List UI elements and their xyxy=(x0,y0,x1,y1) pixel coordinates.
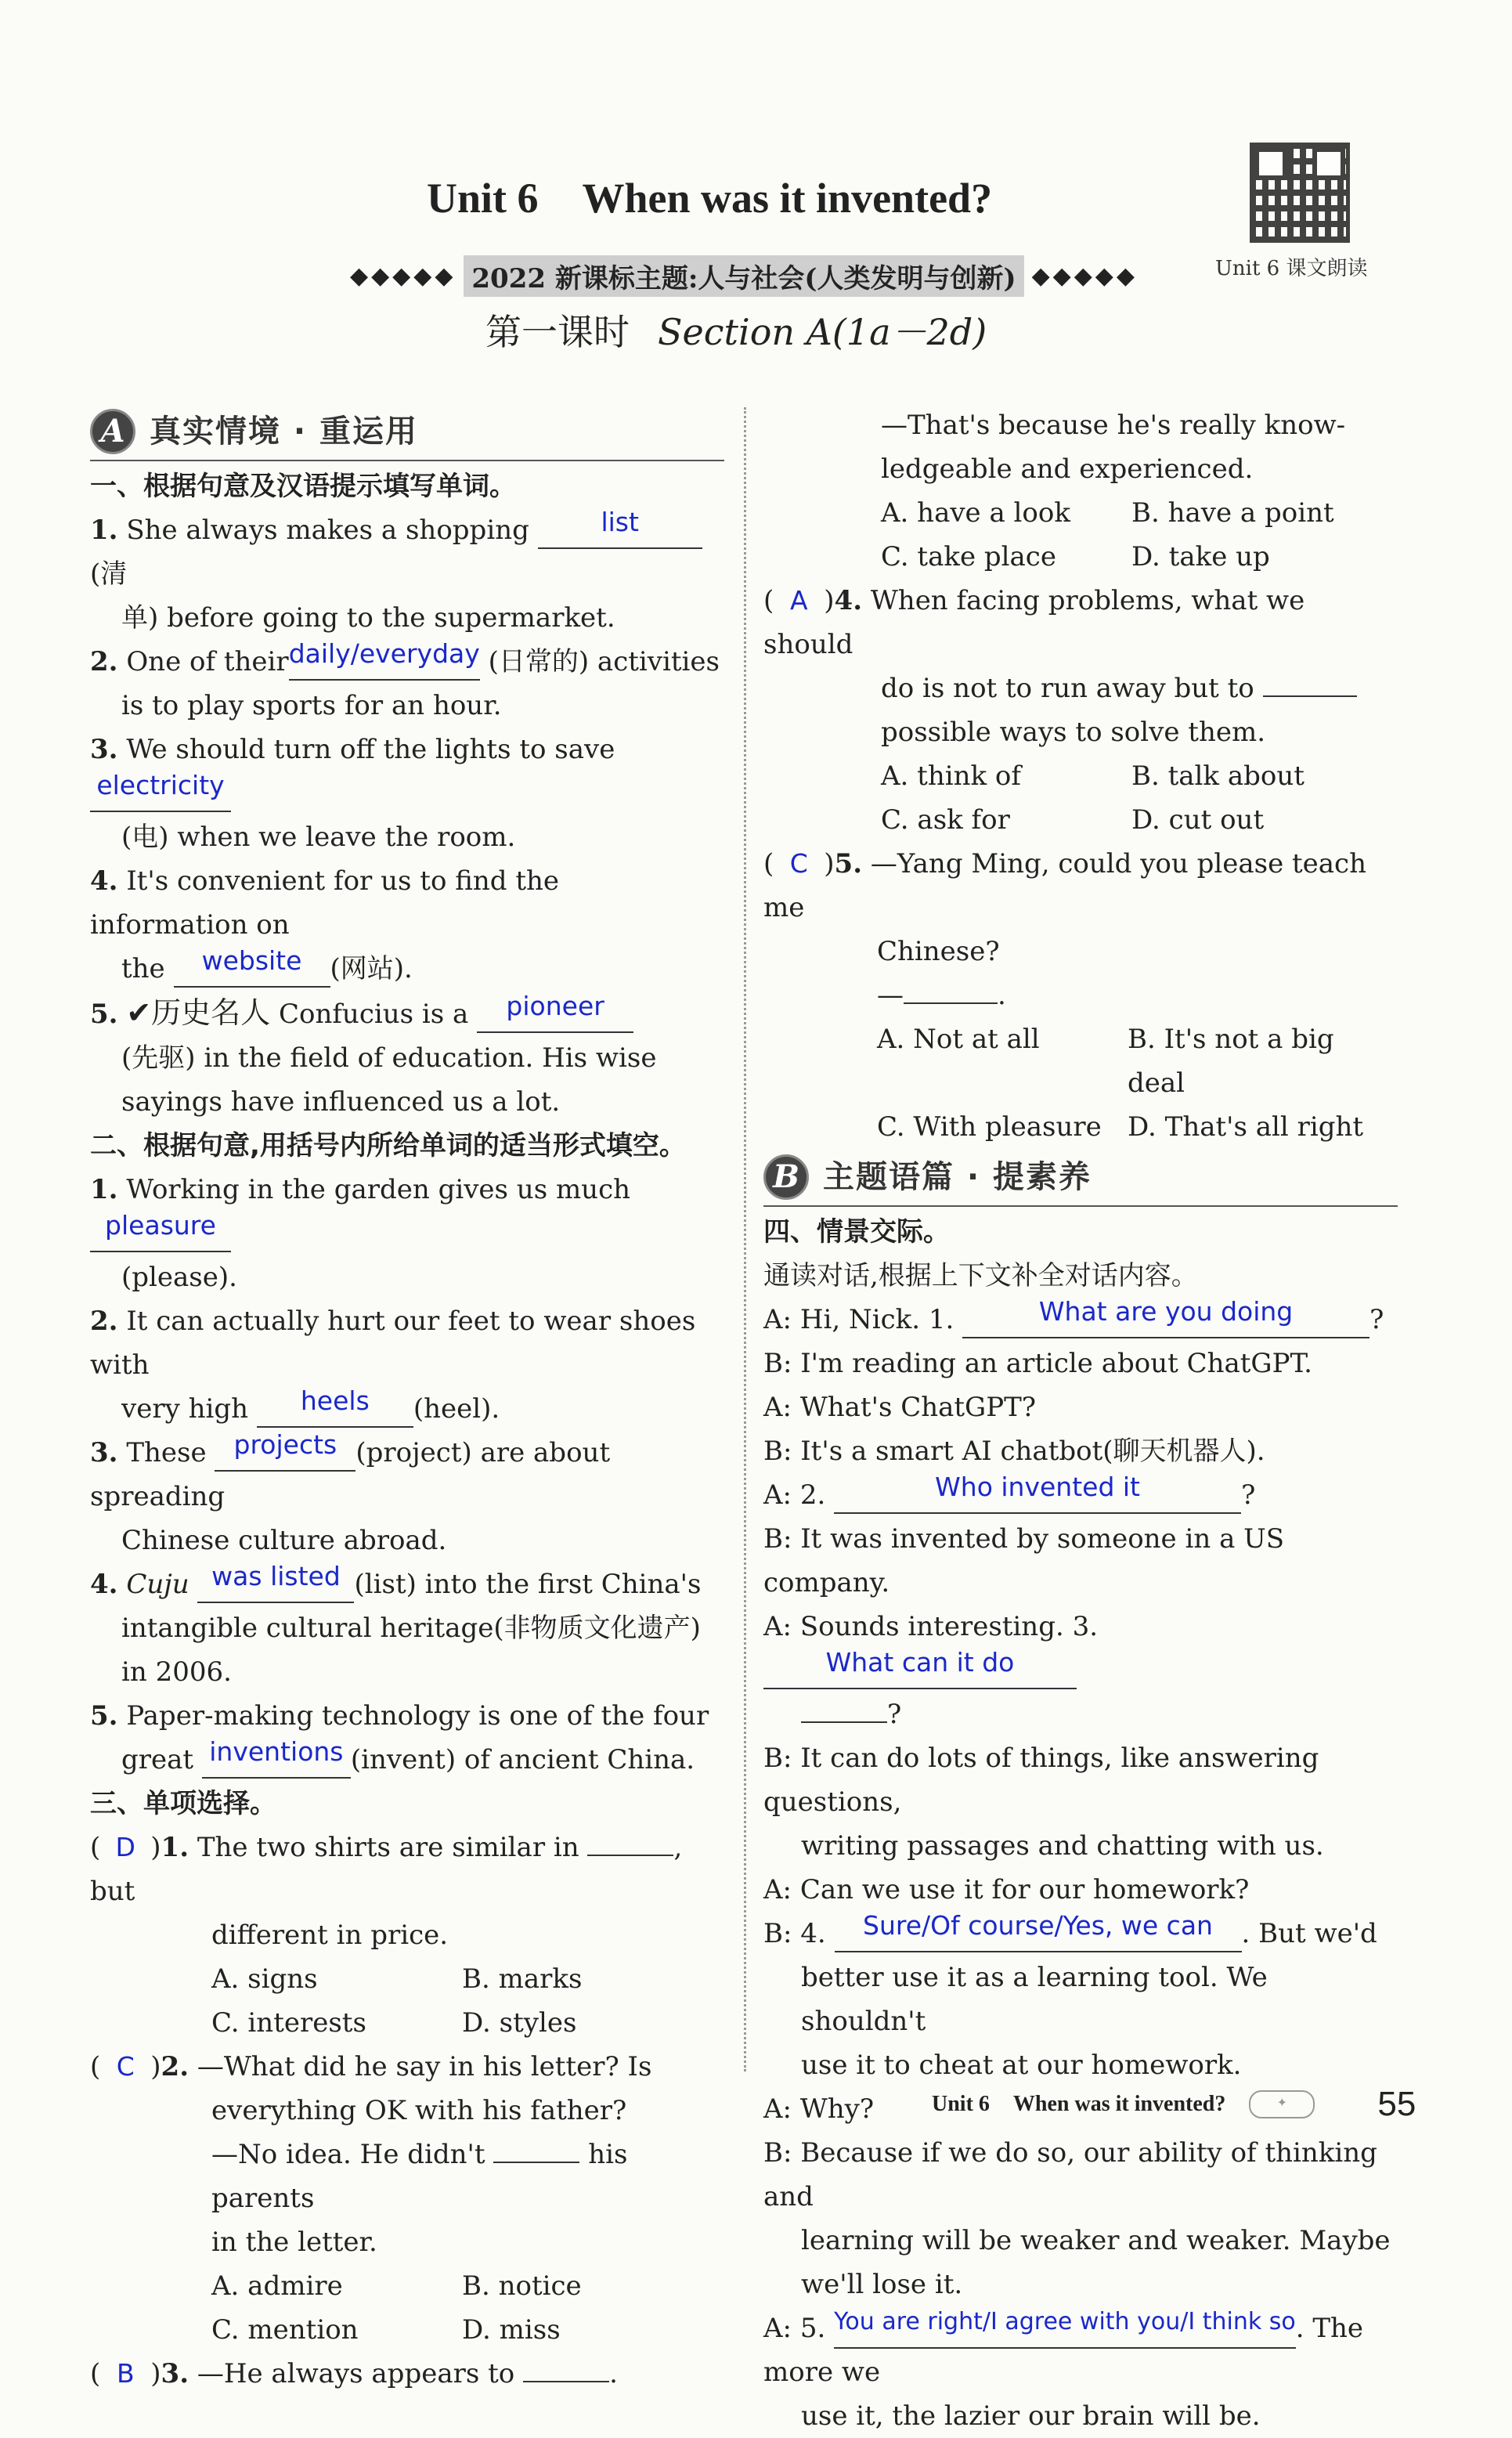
lesson-title xyxy=(485,304,987,356)
p1-item-5 xyxy=(90,991,724,1036)
publisher-logo-icon: ✦ xyxy=(1249,2090,1315,2118)
option-d[interactable]: D. That's all right xyxy=(1128,1111,1364,1143)
item-line: 单) before going to the supermarket. xyxy=(121,602,615,634)
answer-text: was listed xyxy=(211,1561,341,1591)
section-b-header xyxy=(763,1149,1398,1207)
answer-blank[interactable] xyxy=(257,1385,413,1428)
answer-text: What are you doing xyxy=(1038,1296,1294,1327)
dialogue-line-10 xyxy=(763,1912,1398,1956)
qr-label: Unit 6 课文朗读 xyxy=(1215,257,1368,280)
item-line: in the letter. xyxy=(211,2227,377,2258)
item-line: ledgeable and experienced. xyxy=(881,453,1254,485)
option-b[interactable]: B. notice xyxy=(462,2270,582,2302)
p1-item-1 xyxy=(90,508,724,596)
item-line: is to play sports for an hour. xyxy=(121,690,502,721)
dialogue-line-8: B: It can do lots of things, like answering questions, xyxy=(763,1743,1319,1818)
unit-question: When was it invented? xyxy=(582,175,993,222)
dialogue-line-1 xyxy=(763,1298,1398,1342)
item-text: —No idea. He didn't xyxy=(211,2139,485,2170)
p1-item-4 xyxy=(90,859,724,947)
item-line: intangible cultural heritage(非物质文化遗产) xyxy=(121,1613,701,1644)
item-line: (电) when we leave the room. xyxy=(121,822,516,853)
page-number: 55 xyxy=(1377,2085,1416,2123)
section-b-badge: B xyxy=(763,1154,809,1200)
item-text: do is not to run away but to xyxy=(881,673,1254,704)
blank-line[interactable] xyxy=(523,2357,609,2382)
item-text: , but xyxy=(90,1832,683,1907)
item-number: 5. xyxy=(90,999,118,1030)
item-text: . xyxy=(609,2358,618,2389)
section-b-title: 主题语篇 · 提素养 xyxy=(823,1159,1092,1195)
theme-text: 2022 新课标主题:人与社会(人类发明与创新) xyxy=(464,255,1023,297)
item-text: These xyxy=(126,1437,207,1468)
option-d[interactable]: D. cut out xyxy=(1131,804,1265,836)
mc-answer-box[interactable] xyxy=(100,2352,150,2396)
mc-question-1: ( D )1. The two shirts are similar in , but xyxy=(90,1826,724,1913)
dialogue-line-12b: learning will be weaker and weaker. Maybe xyxy=(801,2225,1391,2256)
mc-options xyxy=(763,1017,1398,1105)
dialogue-line-13 xyxy=(763,2306,1398,2394)
mc-options xyxy=(90,2264,724,2308)
answer-text: You are right/I agree with you/I think so xyxy=(834,2308,1296,2335)
item-line xyxy=(90,1387,724,1431)
p2-item-4 xyxy=(90,1562,724,1606)
mc-options xyxy=(90,1957,724,2001)
item-text: (日常的) activities xyxy=(488,646,720,677)
mc-options xyxy=(763,798,1398,842)
item-text: Paper-making technology is one of the four xyxy=(126,1700,709,1732)
item-text: great xyxy=(121,1744,194,1775)
right-column xyxy=(763,403,1398,2438)
item-text: It can actually hurt our feet to wear shoes with xyxy=(90,1306,696,1381)
option-b[interactable]: B. It's not a big deal xyxy=(1128,1024,1334,1099)
qr-code-icon[interactable] xyxy=(1250,143,1350,243)
dialogue-line-9: A: Can we use it for our homework? xyxy=(763,1874,1250,1905)
part4-instruction: 通读对话,根据上下文补全对话内容。 xyxy=(763,1260,1198,1291)
option-a[interactable]: A. admire xyxy=(211,2270,343,2302)
dialogue-line-10c: use it to cheat at our homework. xyxy=(801,2050,1242,2081)
answer-blank[interactable] xyxy=(288,638,480,681)
item-line xyxy=(90,1738,724,1782)
mc-answer: C xyxy=(116,2051,135,2082)
p2-item-2 xyxy=(90,1299,724,1387)
item-text: Working in the garden gives us much xyxy=(126,1174,631,1205)
item-line: Chinese culture abroad. xyxy=(121,1525,447,1556)
item-number: 4. xyxy=(90,1569,118,1600)
dialogue-text: ? xyxy=(1369,1304,1384,1335)
dialogue-line-2: B: I'm reading an article about ChatGPT. xyxy=(763,1348,1312,1379)
dialogue-line-5 xyxy=(763,1473,1398,1517)
answer-text: projects xyxy=(233,1429,337,1460)
mc-answer-box[interactable] xyxy=(100,2045,150,2089)
dialogue-line-4: B: It's a smart AI chatbot(聊天机器人). xyxy=(763,1436,1265,1467)
option-c[interactable]: C. With pleasure xyxy=(877,1111,1102,1143)
answer-blank[interactable] xyxy=(538,507,702,549)
blank-line[interactable] xyxy=(801,1698,887,1723)
option-b[interactable]: B. have a point xyxy=(1131,497,1334,529)
p2-item-3 xyxy=(90,1431,724,1519)
item-number: 1. xyxy=(90,1174,118,1205)
answer-blank[interactable] xyxy=(834,2308,1296,2349)
mc-options xyxy=(90,2308,724,2352)
unit-label: Unit 6 xyxy=(427,175,539,222)
dialogue-text: ? xyxy=(887,1699,902,1730)
item-text: She always makes a shopping xyxy=(126,515,529,546)
blank-line[interactable] xyxy=(1263,672,1357,697)
p1-item-2 xyxy=(90,640,724,684)
item-text: We should turn off the lights to save xyxy=(126,734,615,765)
column-divider xyxy=(744,407,746,2071)
mc-question-5: ( C )5. —Yang Ming, could you please teach me xyxy=(763,842,1398,930)
blank-line[interactable] xyxy=(587,1831,673,1856)
mc-answer: B xyxy=(116,2358,135,2389)
answer-blank[interactable] xyxy=(477,991,633,1033)
item-number: 2. xyxy=(90,646,118,677)
dialogue-text: A: Hi, Nick. 1. xyxy=(763,1304,954,1335)
option-a[interactable]: A. Not at all xyxy=(877,1024,1040,1055)
blank-line[interactable] xyxy=(493,2138,579,2163)
lesson-en: Section A(1a－2d) xyxy=(658,311,987,353)
mc-options xyxy=(763,1105,1398,1149)
item-line: (please). xyxy=(121,1262,237,1293)
item-text: (heel). xyxy=(413,1393,500,1425)
dialogue-text: A: 2. xyxy=(763,1479,826,1511)
diamonds-right: ◆◆◆◆◆ xyxy=(1031,262,1138,290)
item-line: everything OK with his father? xyxy=(211,2095,627,2126)
p2-item-1 xyxy=(90,1168,724,1255)
dialogue-line-7b xyxy=(763,1692,1398,1736)
item-number: 4. xyxy=(90,865,118,897)
item-text: The two shirts are similar in xyxy=(197,1832,579,1863)
mc-answer-box[interactable] xyxy=(774,579,824,623)
answer-blank[interactable] xyxy=(90,770,231,812)
item-text: —He always appears to xyxy=(197,2358,515,2389)
dialogue-text: A: Sounds interesting. 3. xyxy=(763,1611,1099,1642)
mc-question-4: ( A )4. When facing problems, what we should xyxy=(763,579,1398,666)
mc-answer: A xyxy=(789,585,808,616)
item-text: (网站). xyxy=(330,953,413,984)
section-a-header xyxy=(90,403,724,461)
mc-question-3: ( B )3. —He always appears to . xyxy=(90,2352,724,2396)
answer-blank[interactable] xyxy=(962,1296,1369,1338)
item-text: —Yang Ming, could you please teach me xyxy=(763,848,1366,923)
item-text: When facing problems, what we should xyxy=(763,585,1305,660)
diamonds-left: ◆◆◆◆◆ xyxy=(350,262,456,290)
item-text: his parents xyxy=(211,2139,628,2214)
answer-blank[interactable] xyxy=(215,1429,355,1472)
item-line: different in price. xyxy=(211,1920,449,1951)
answer-text: Who invented it xyxy=(935,1472,1140,1502)
dialogue-line-3: A: What's ChatGPT? xyxy=(763,1392,1036,1423)
item-number: 4. xyxy=(834,585,863,616)
part3-heading: 三、单项选择。 xyxy=(90,1788,276,1819)
part4-heading: 四、情景交际。 xyxy=(763,1216,950,1248)
dialogue-line-12c: we'll lose it. xyxy=(801,2269,963,2300)
item-number: 1. xyxy=(90,515,118,546)
item-text: It's convenient for us to find the information on xyxy=(90,865,560,941)
option-b[interactable]: B. talk about xyxy=(1131,760,1305,792)
answer-blank[interactable] xyxy=(90,1210,231,1252)
mc-options xyxy=(763,535,1398,579)
blank-line[interactable] xyxy=(904,979,998,1004)
dialogue-line-12: B: Because if we do so, our ability of thinking and xyxy=(763,2137,1377,2212)
part1-heading: 一、根据句意及汉语提示填写单词。 xyxy=(90,471,516,502)
dialogue-text: B: 4. xyxy=(763,1918,826,1949)
answer-blank[interactable] xyxy=(834,1472,1241,1514)
item-number: 2. xyxy=(161,2051,189,2082)
part2-heading: 二、根据句意,用括号内所给单词的适当形式填空。 xyxy=(90,1130,686,1161)
left-column xyxy=(90,403,724,2396)
item-number: 2. xyxy=(90,1306,118,1337)
dialogue-line-6: B: It was invented by someone in a US company. xyxy=(763,1523,1285,1598)
dialogue-text: ? xyxy=(1241,1479,1256,1511)
dialogue-line-13b: use it, the lazier our brain will be. xyxy=(801,2400,1261,2432)
dialogue-text: A: 5. xyxy=(763,2313,826,2344)
answer-blank[interactable] xyxy=(202,1736,351,1779)
mc-options xyxy=(90,2001,724,2045)
option-d[interactable]: D. take up xyxy=(1131,541,1270,572)
item-line xyxy=(90,947,724,991)
item-text: very high xyxy=(121,1393,249,1425)
option-a[interactable]: A. signs xyxy=(211,1963,318,1995)
p2-item-5 xyxy=(90,1694,724,1738)
option-d[interactable]: D. styles xyxy=(462,2007,577,2039)
option-c[interactable]: C. interests xyxy=(211,2007,366,2039)
item-line xyxy=(90,2133,724,2220)
item-text: (invent) of ancient China. xyxy=(350,1744,695,1775)
mc-options xyxy=(763,491,1398,535)
dialogue-line-10b: better use it as a learning tool. We shouldn't xyxy=(801,1962,1268,2037)
footer-unit: Unit 6 xyxy=(932,2092,990,2116)
dialogue-text: . But we'd xyxy=(1241,1918,1377,1949)
item-text: (清 xyxy=(90,558,128,590)
answer-text: daily/everyday xyxy=(288,638,480,669)
answer-text: website xyxy=(201,945,302,976)
answer-text: list xyxy=(601,507,639,537)
dialogue-line-11: A: Why? xyxy=(763,2093,875,2125)
answer-blank[interactable] xyxy=(197,1561,354,1603)
item-line: (先驱) in the field of education. His wise xyxy=(121,1042,657,1074)
option-a[interactable]: A. have a look xyxy=(881,497,1070,529)
item-line: — . xyxy=(877,980,1006,1011)
option-c[interactable]: C. ask for xyxy=(881,804,1010,836)
item-text: One of their xyxy=(126,646,289,677)
item-text: (list) into the first China's xyxy=(354,1569,702,1600)
item-number: 5. xyxy=(90,1700,118,1732)
option-d[interactable]: D. miss xyxy=(462,2314,561,2346)
item-text: Cuju xyxy=(126,1569,189,1600)
item-text: the xyxy=(121,953,165,984)
answer-blank[interactable] xyxy=(174,945,330,988)
item-line: Chinese? xyxy=(877,936,1000,967)
dialogue-line-7 xyxy=(763,1605,1398,1692)
history-figure-mark: ✔历史名人 xyxy=(126,995,271,1030)
item-text: —What did he say in his letter? Is xyxy=(197,2051,652,2082)
mc-question-2: ( C )2. —What did he say in his letter? Is xyxy=(90,2045,724,2089)
theme-banner xyxy=(309,255,1178,296)
answer-text: pleasure xyxy=(105,1210,216,1241)
item-number: 1. xyxy=(161,1832,189,1863)
mc-answer: C xyxy=(789,848,808,879)
item-text: (project) are about spreading xyxy=(90,1437,611,1512)
page-footer xyxy=(932,2085,1433,2124)
item-line: possible ways to solve them. xyxy=(881,717,1266,748)
item-number: 5. xyxy=(834,848,863,879)
item-line: —That's because he's really know- xyxy=(881,410,1346,441)
dialogue-text: . The more we xyxy=(763,2313,1364,2388)
answer-blank[interactable] xyxy=(763,1647,1077,1689)
item-line xyxy=(763,666,1398,710)
answer-text: electricity xyxy=(96,770,225,800)
lesson-cn: 第一课时 xyxy=(485,311,630,353)
item-text: — xyxy=(877,980,904,1011)
item-number: 3. xyxy=(90,1437,118,1468)
answer-text: pioneer xyxy=(506,991,604,1021)
dialogue-line-8b: writing passages and chatting with us. xyxy=(801,1830,1324,1862)
footer-title: When was it invented? xyxy=(1012,2092,1226,2116)
option-b[interactable]: B. marks xyxy=(462,1963,583,1995)
mc-options xyxy=(763,754,1398,798)
answer-text: inventions xyxy=(209,1736,344,1767)
item-number: 3. xyxy=(161,2358,189,2389)
option-c[interactable]: C. take place xyxy=(881,541,1056,572)
answer-text: What can it do xyxy=(825,1647,1015,1678)
unit-title xyxy=(427,174,1131,222)
section-a-title: 真实情境 · 重运用 xyxy=(150,414,419,450)
answer-text: heels xyxy=(300,1385,370,1416)
answer-blank[interactable] xyxy=(835,1910,1242,1952)
mc-answer-box[interactable] xyxy=(100,1826,150,1869)
item-line: sayings have influenced us a lot. xyxy=(121,1086,561,1118)
mc-answer-box[interactable] xyxy=(774,842,824,886)
option-a[interactable]: A. think of xyxy=(881,760,1021,792)
section-a-badge: A xyxy=(90,409,135,454)
option-c[interactable]: C. mention xyxy=(211,2314,359,2346)
answer-text: Sure/Of course/Yes, we can xyxy=(863,1910,1213,1941)
mc-answer: D xyxy=(115,1832,135,1862)
item-text: Confucius is a xyxy=(278,999,469,1030)
p1-item-3 xyxy=(90,728,724,815)
item-line: in 2006. xyxy=(121,1656,232,1688)
item-number: 3. xyxy=(90,734,118,765)
